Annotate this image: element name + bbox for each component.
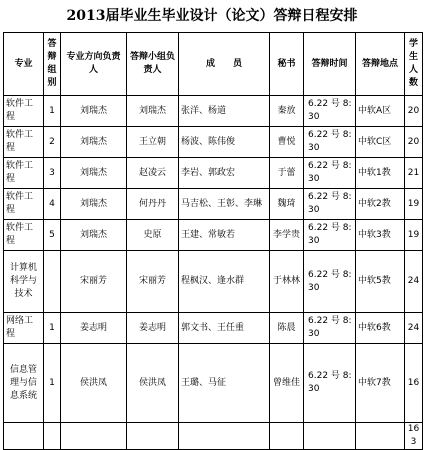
cell-members: 王璐、马征 <box>179 344 270 423</box>
empty-cell <box>356 423 405 450</box>
cell-count: 16 <box>405 344 423 423</box>
header-major: 专业 <box>4 33 44 96</box>
schedule-table <box>3 32 423 450</box>
empty-cell <box>304 423 356 450</box>
cell-leader: 史原 <box>127 220 179 251</box>
cell-major: 信息管理与信息系统 <box>4 344 44 423</box>
empty-cell <box>61 423 127 450</box>
cell-director: 侯洪凤 <box>61 344 127 423</box>
header-secretary: 秘书 <box>270 33 304 96</box>
cell-place: 中软6教 <box>356 313 405 344</box>
cell-major: 软件工程 <box>4 189 44 220</box>
cell-leader: 何丹丹 <box>127 189 179 220</box>
cell-director: 刘瑞杰 <box>61 96 127 127</box>
cell-director: 姜志明 <box>61 313 127 344</box>
cell-place: 中软7教 <box>356 344 405 423</box>
total-row <box>4 423 423 450</box>
cell-major: 软件工程 <box>4 96 44 127</box>
page-title: 2013届毕业生毕业设计（论文）答辩日程安排 <box>66 8 358 24</box>
cell-time: 6.22 号 8:30 <box>304 251 356 313</box>
cell-major: 软件工程 <box>4 127 44 158</box>
header-time: 答辩时间 <box>304 33 356 96</box>
cell-group: 5 <box>44 220 61 251</box>
empty-cell <box>4 423 44 450</box>
cell-members: 马吉松、王彰、李琳 <box>179 189 270 220</box>
cell-count: 20 <box>405 127 423 158</box>
cell-time: 6.22 号 8:30 <box>304 220 356 251</box>
cell-members: 程枫汉、逢水群 <box>179 251 270 313</box>
cell-major: 软件工程 <box>4 220 44 251</box>
empty-cell <box>127 423 179 450</box>
cell-secretary: 于林林 <box>270 251 304 313</box>
cell-count: 24 <box>405 313 423 344</box>
cell-secretary: 于蕾 <box>270 158 304 189</box>
cell-director: 刘瑞杰 <box>61 158 127 189</box>
cell-place: 中软2教 <box>356 189 405 220</box>
table-row <box>4 96 423 127</box>
cell-time: 6.22 号 8:30 <box>304 127 356 158</box>
cell-place: 中软A区 <box>356 96 405 127</box>
cell-director: 宋丽芳 <box>61 251 127 313</box>
cell-members: 王建、常敏若 <box>179 220 270 251</box>
cell-count: 24 <box>405 251 423 313</box>
cell-time: 6.22 号 8:30 <box>304 96 356 127</box>
cell-group: 1 <box>44 344 61 423</box>
cell-major: 软件工程 <box>4 158 44 189</box>
empty-cell <box>270 423 304 450</box>
cell-members: 杨波、陈伟俊 <box>179 127 270 158</box>
cell-place: 中软3教 <box>356 220 405 251</box>
header-leader: 答辩小组负责人 <box>127 33 179 96</box>
cell-secretary: 陈晨 <box>270 313 304 344</box>
empty-cell <box>179 423 270 450</box>
cell-count: 19 <box>405 189 423 220</box>
table-row <box>4 127 423 158</box>
cell-count: 20 <box>405 96 423 127</box>
cell-place: 中软C区 <box>356 127 405 158</box>
cell-time: 6.22 号 8:30 <box>304 158 356 189</box>
header-row <box>4 33 423 96</box>
header-director: 专业方向负责人 <box>61 33 127 96</box>
empty-cell <box>44 423 61 450</box>
cell-group: 4 <box>44 189 61 220</box>
cell-leader: 侯洪凤 <box>127 344 179 423</box>
cell-director: 刘瑞杰 <box>61 189 127 220</box>
header-group: 答辩组别 <box>44 33 61 96</box>
cell-place: 中软5教 <box>356 251 405 313</box>
cell-major: 网络工程 <box>4 313 44 344</box>
cell-members: 郭文书、王任重 <box>179 313 270 344</box>
cell-members: 李岩、郭政宏 <box>179 158 270 189</box>
cell-time: 6.22 号 8:30 <box>304 313 356 344</box>
cell-major: 计算机科学与技术 <box>4 251 44 313</box>
cell-secretary: 魏琦 <box>270 189 304 220</box>
cell-director: 刘瑞杰 <box>61 127 127 158</box>
cell-leader: 宋丽芳 <box>127 251 179 313</box>
cell-group: 1 <box>44 313 61 344</box>
cell-group: 1 <box>44 96 61 127</box>
cell-time: 6.22 号 8:30 <box>304 189 356 220</box>
cell-secretary: 秦放 <box>270 96 304 127</box>
table-row <box>4 220 423 251</box>
cell-secretary: 李学贵 <box>270 220 304 251</box>
table-row <box>4 189 423 220</box>
table-row <box>4 313 423 344</box>
header-members: 成 员 <box>179 33 270 96</box>
cell-leader: 赵凌云 <box>127 158 179 189</box>
table-row <box>4 344 423 423</box>
header-place: 答辩地点 <box>356 33 405 96</box>
cell-group <box>44 251 61 313</box>
cell-leader: 姜志明 <box>127 313 179 344</box>
cell-secretary: 曹悦 <box>270 127 304 158</box>
cell-count: 19 <box>405 220 423 251</box>
cell-group: 3 <box>44 158 61 189</box>
cell-leader: 刘瑞杰 <box>127 96 179 127</box>
cell-members: 张洋、杨道 <box>179 96 270 127</box>
table-row <box>4 251 423 313</box>
cell-leader: 王立朝 <box>127 127 179 158</box>
cell-secretary: 曾维佳 <box>270 344 304 423</box>
header-count: 学生人数 <box>405 33 423 96</box>
table-row <box>4 158 423 189</box>
cell-place: 中软1教 <box>356 158 405 189</box>
cell-count: 21 <box>405 158 423 189</box>
cell-total: 163 <box>405 423 423 450</box>
cell-time: 6.22 号 8:30 <box>304 344 356 423</box>
cell-director: 刘瑞杰 <box>61 220 127 251</box>
cell-group: 2 <box>44 127 61 158</box>
